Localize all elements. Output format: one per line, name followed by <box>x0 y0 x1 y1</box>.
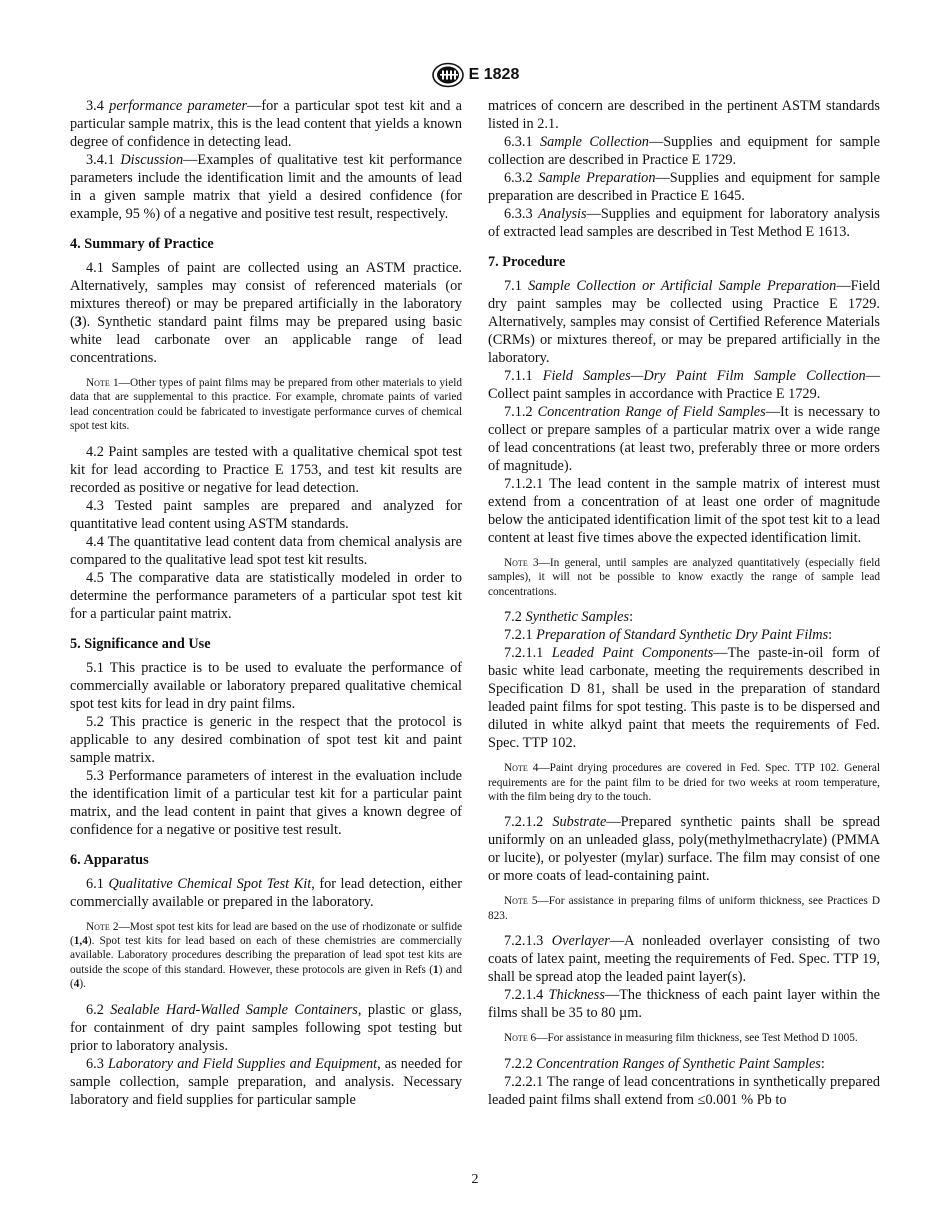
note-3: Note 3—In general, until samples are analyzed quantitatively (especially field samples), it will not be possible to know exactly the range of sample lead concentrations. <box>488 557 880 598</box>
section-3-4: 3.4 performance parameter—for a particular spot test kit and a particular sample matrix, this is the lead content that yields a known degree of confidence in detecting lead. <box>70 98 462 150</box>
right-column <box>488 97 880 1109</box>
page-number: 2 <box>471 1172 479 1187</box>
note-2: Note 2—Most spot test kits for lead are based on the use of rhodizonate or sulfide (1,4). Spot test kits for lead based on each of these chemistries are commercially available. Laboratory procedures describing the preparation of lead spot test kits are outside the scope of this standard. However, these protocols are given in Refs (1) and (4). <box>70 920 462 991</box>
section-7-1-2-1: 7.1.2.1 The lead content in the sample matrix of interest must extend from a concentration of at least one order of magnitude below the anticipated identification limit of the spot test kit to a lead content at least five times above the expected identification limit. <box>488 476 880 546</box>
section-4-4: 4.4 The quantitative lead content data from chemical analysis are compared to the qualitative lead spot test kit results. <box>70 533 462 568</box>
note-5: Note 5—For assistance in preparing films of uniform thickness, see Practices D 823. <box>488 895 880 922</box>
section-4-2: 4.2 Paint samples are tested with a qualitative chemical spot test kit for lead according to Practice E 1753, and test kit results are recorded as positive or negative for lead detection. <box>70 443 462 496</box>
section-7-2-1-2: 7.2.1.2 Substrate—Prepared synthetic paints shall be spread uniformly on an unleaded glass, poly(methylmethacrylate) (PMMA or lucite), or polyester (mylar) surface. The film may consist of one or more coats of lead-containing paint. <box>488 814 880 885</box>
section-4-5: 4.5 The comparative data are statistically modeled in order to determine the performance parameters of a particular spot test kit for a particular paint matrix. <box>70 569 462 622</box>
section-5-heading: 5. Significance and Use <box>70 635 211 652</box>
section-5-1: 5.1 This practice is to be used to evaluate the performance of commercially available or laboratory prepared qualitative chemical spot test kits for lead in dry paint films. <box>70 659 462 712</box>
section-7-2-2-1: 7.2.2.1 The range of lead concentrations in synthetically prepared leaded paint films shall extend from ≤0.001 % Pb to <box>488 1073 880 1108</box>
note-1: Note 1—Other types of paint films may be prepared from other materials to yield data that are supplemental to this practice. For example, chromate paints of varied lead concentration could be fabricated to investigate performance curves of chemical spot test kits. <box>70 377 462 433</box>
section-7-1-1: 7.1.1 Field Samples—Dry Paint Film Sample Collection—Collect paint samples in accordance with Practice E 1729. <box>488 368 880 402</box>
note-4: Note 4—Paint drying procedures are covered in Fed. Spec. TTP 102. General requirements are for the paint film to be dried for two weeks at room temperature, with the film being dry to the touch. <box>488 762 880 804</box>
section-6-3-1: 6.3.1 Sample Collection—Supplies and equipment for sample collection are described in Practice E 1729. <box>488 134 880 168</box>
section-6-2: 6.2 Sealable Hard-Walled Sample Containers, plastic or glass, for containment of dry paint samples following spot testing but prior to laboratory analysis. <box>70 1001 463 1054</box>
section-7-2-1-3: 7.2.1.3 Overlayer—A nonleaded overlayer consisting of two coats of latex paint, meeting the requirements of Fed. Spec. TTP 19, shall be spread atop the leaded paint layer(s). <box>488 933 880 986</box>
section-7-2-1: 7.2.1 Preparation of Standard Synthetic Dry Paint Films: <box>504 627 833 644</box>
section-5-3: 5.3 Performance parameters of interest in the evaluation include the identification limit of a particular test kit for a particular paint matrix, and the lead content in paint that gives a known degree of confidence for a negative or positive test result. <box>70 767 462 838</box>
standard-designation: E 1828 <box>468 66 520 83</box>
section-7-1: 7.1 Sample Collection or Artificial Sample Preparation—Field dry paint samples may be collected using Practice E 1729. Alternatively, samples may consist of Certified Reference Materials (CRMs) or mixtures thereof, or may be prepared artificially in the laboratory. <box>488 278 880 366</box>
section-7-2-1-1: 7.2.1.1 Leaded Paint Components—The paste-in-oil form of basic white lead carbonate, meeting the requirements described in Specification D 81, shall be used in the preparation of standard leaded paint films for spot testing. This paste is to be dispersed and diluted in white alkyd paint that meets the requirements of Fed. Spec. TTP 102. <box>488 645 881 752</box>
astm-logo-icon <box>431 62 465 88</box>
section-7-heading: 7. Procedure <box>488 254 566 270</box>
section-6-1: 6.1 Qualitative Chemical Spot Test Kit, for lead detection, either commercially available or prepared in the laboratory. <box>70 875 462 910</box>
section-6-3: 6.3 Laboratory and Field Supplies and Equipment, as needed for sample collection, sample preparation, and analysis. Necessary laboratory and field supplies for particular sample <box>70 1055 463 1108</box>
section-6-3-2: 6.3.2 Sample Preparation—Supplies and equipment for sample preparation are described in Practice E 1645. <box>488 170 880 204</box>
section-3-4-1: 3.4.1 Discussion—Examples of qualitative test kit performance parameters include the identification limit and the amounts of lead in a given sample matrix that yield a desired confidence (for example, 95 %) of a negative and positive test result, respectively. <box>70 152 462 222</box>
note-6: Note 6—For assistance in measuring film thickness, see Test Method D 1005. <box>504 1032 858 1045</box>
section-7-2-1-4: 7.2.1.4 Thickness—The thickness of each paint layer within the films shall be 35 to 80 µm. <box>488 987 881 1022</box>
section-5-2: 5.2 This practice is generic in the respect that the protocol is applicable to any desired combination of spot test kit and paint sample matrix. <box>70 713 462 766</box>
page-header <box>0 62 950 93</box>
left-column <box>70 97 462 1109</box>
section-4-heading: 4. Summary of Practice <box>70 236 214 252</box>
section-6-3-continued: matrices of concern are described in the pertinent ASTM standards listed in 2.1. <box>488 98 880 132</box>
section-6-3-3: 6.3.3 Analysis—Supplies and equipment for laboratory analysis of extracted lead samples are described in Test Method E 1613. <box>488 206 880 240</box>
section-4-1: 4.1 Samples of paint are collected using an ASTM practice. Alternatively, samples may consist of referenced materials (or mixtures thereof) or may be prepared artificially in the laboratory (3). Synthetic standard paint films may be prepared using basic white lead carbonate over an applicable range of lead concentrations. <box>70 260 462 366</box>
section-4-3: 4.3 Tested paint samples are prepared and analyzed for quantitative lead content using ASTM standards. <box>70 497 462 532</box>
section-7-2: 7.2 Synthetic Samples: <box>504 609 634 626</box>
section-6-heading: 6. Apparatus <box>70 851 149 868</box>
section-7-1-2: 7.1.2 Concentration Range of Field Samples—It is necessary to collect or prepare samples of a particular matrix over a wide range of lead concentrations (at least two, preferably three or more orders of magnitude). <box>488 404 880 474</box>
section-7-2-2: 7.2.2 Concentration Ranges of Synthetic Paint Samples: <box>504 1055 825 1072</box>
